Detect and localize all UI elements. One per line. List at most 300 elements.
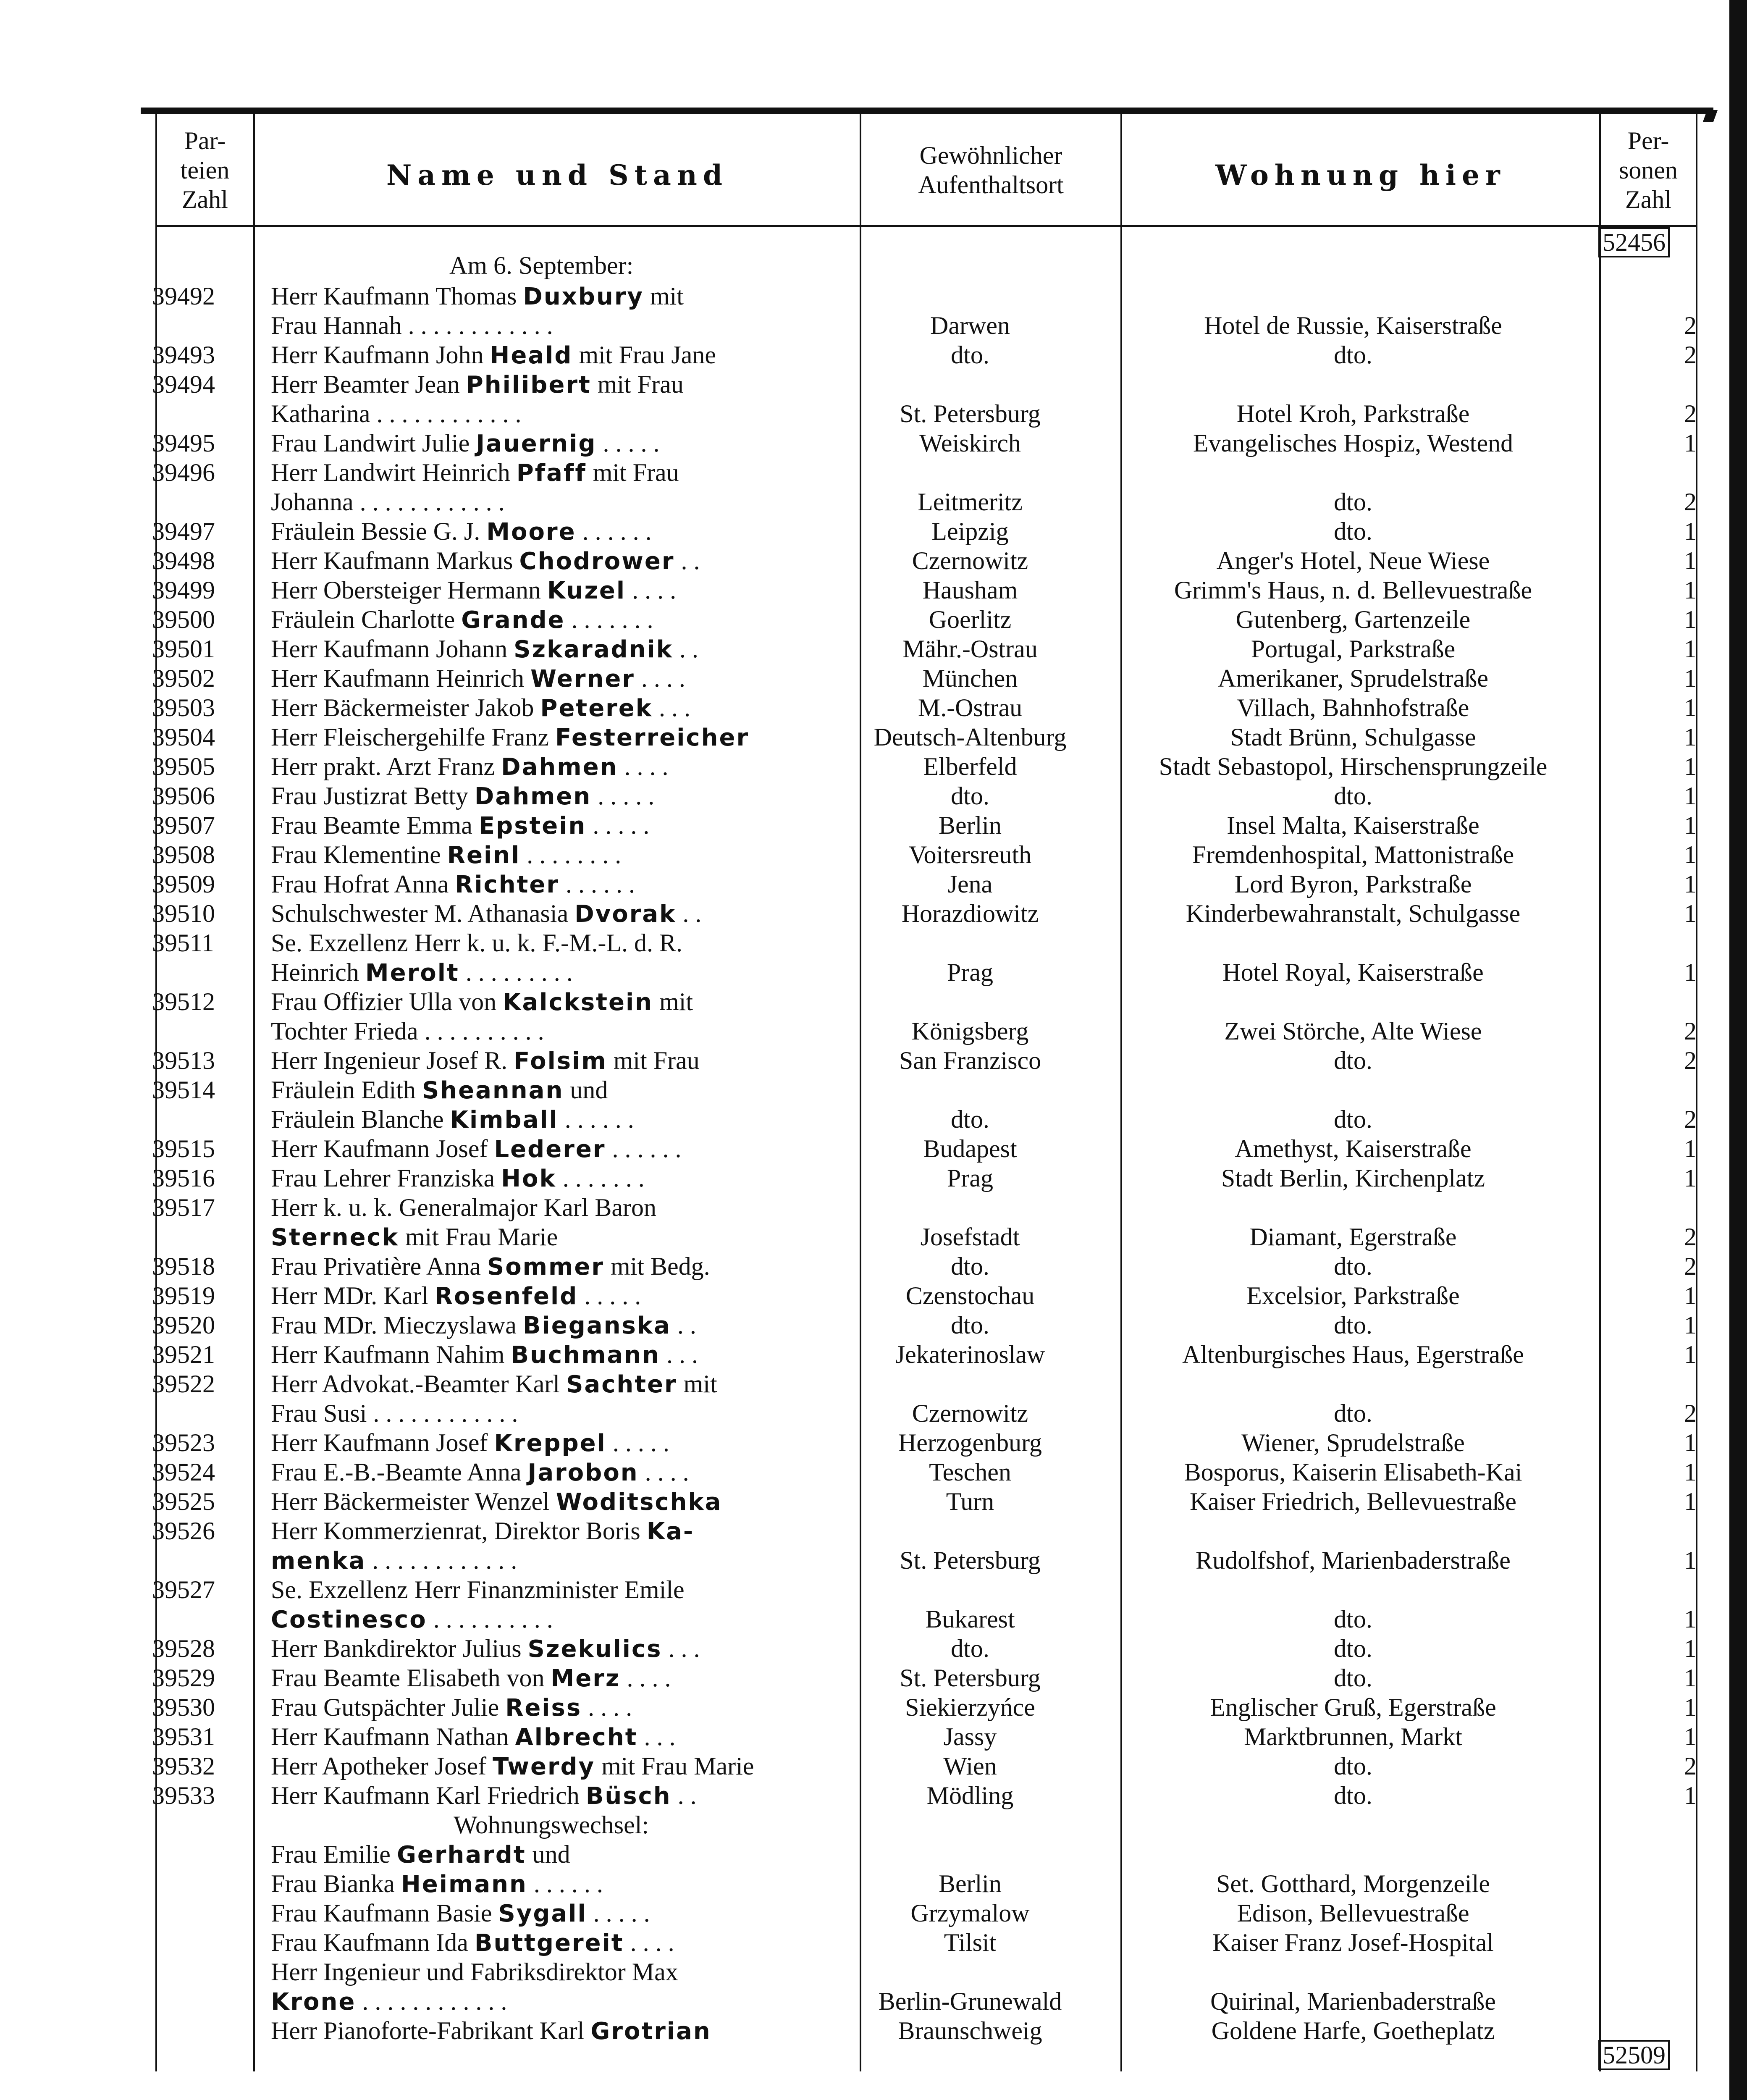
name-pre: Herr Kommerzienrat, Direktor Boris — [271, 1517, 647, 1545]
aufenthaltsort: Braunschweig — [898, 2017, 1042, 2045]
wohnung-hier: Rudolfshof, Marienbaderstraße — [1196, 1546, 1511, 1574]
name-line — [271, 634, 842, 664]
parteien-zahl: 39528 — [152, 1635, 215, 1662]
name-pre: Frau Landwirt Julie — [271, 429, 476, 457]
personen-zahl: 1 — [1684, 1723, 1697, 1751]
name-post: . . . . — [624, 1929, 674, 1956]
parteien-zahl: 39512 — [152, 988, 215, 1016]
wohnung-hier: Kaiser Friedrich, Bellevuestraße — [1189, 1488, 1517, 1515]
name-pre: Frau Gutspächter Julie — [271, 1693, 506, 1721]
wohnung-hier: dto. — [1334, 1399, 1372, 1427]
personen-zahl: 1 — [1684, 753, 1697, 780]
name-bold: Kimball — [450, 1106, 559, 1134]
header-aufenthaltsort: Gewöhnlicher Aufenthaltsort — [918, 142, 1064, 199]
name-post: . . . — [662, 1635, 700, 1662]
name-line — [271, 1898, 842, 1929]
name-post: . . . . . — [578, 1282, 641, 1310]
aufenthaltsort: Deutsch-Altenburg — [874, 723, 1067, 751]
aufenthaltsort: Teschen — [929, 1458, 1011, 1486]
table-row-continuation — [0, 1105, 1747, 1134]
name-bold: Woditschka — [556, 1488, 722, 1516]
table-row — [0, 840, 1747, 869]
name-post: . . . . . . . . . — [459, 958, 573, 986]
name-bold: Buttgereit — [474, 1929, 624, 1957]
name-line — [271, 899, 842, 929]
table-row — [0, 281, 1747, 311]
personen-zahl: 1 — [1684, 811, 1697, 839]
wohnung-hier: Stadt Sebastopol, Hirschensprungzeile — [1159, 753, 1548, 780]
aufenthaltsort: Darwen — [930, 312, 1010, 339]
aufenthaltsort: Horazdiowitz — [901, 900, 1039, 927]
name-line — [271, 1163, 842, 1194]
table-row — [0, 1487, 1747, 1516]
wohnung-hier: Diamant, Egerstraße — [1249, 1223, 1457, 1251]
parteien-zahl: 39498 — [152, 547, 215, 575]
wohnung-hier: Excelsior, Parkstraße — [1246, 1282, 1460, 1310]
name-bold: Reinl — [447, 842, 521, 869]
wohnung-hier: Anger's Hotel, Neue Wiese — [1216, 547, 1490, 575]
personen-zahl: 2 — [1684, 312, 1697, 339]
name-post: mit Bedg. — [604, 1252, 710, 1280]
name-pre: Herr Obersteiger Hermann — [271, 576, 548, 604]
name-bold: Dvorak — [574, 900, 677, 928]
name-post: . . — [676, 900, 702, 927]
change-row-continuation — [0, 1869, 1747, 1898]
parteien-zahl: 39496 — [152, 459, 215, 486]
name-pre: Schulschwester M. Athanasia — [271, 900, 575, 927]
personen-zahl: 1 — [1684, 1164, 1697, 1192]
name-post: . . — [674, 547, 700, 575]
name-bold: Kuzel — [547, 577, 626, 604]
personen-zahl: 1 — [1684, 1311, 1697, 1339]
aufenthaltsort: dto. — [951, 782, 989, 810]
table-row — [0, 1693, 1747, 1722]
aufenthaltsort: Czernowitz — [912, 547, 1028, 575]
name-post: mit — [653, 988, 693, 1016]
name-pre: Fräulein Bessie G. J. — [271, 517, 487, 545]
table-row — [0, 722, 1747, 752]
parteien-zahl: 39522 — [152, 1370, 215, 1398]
name-pre: Katharina . . . . . . . . . . . . — [271, 400, 522, 428]
table-row-continuation — [0, 487, 1747, 517]
name-pre: Se. Exzellenz Herr k. u. k. F.-M.-L. d. R. — [271, 929, 682, 957]
name-bold: Kreppel — [494, 1430, 606, 1457]
personen-zahl: 1 — [1684, 1488, 1697, 1515]
name-line — [271, 722, 842, 753]
name-post: . . . . . — [606, 1429, 669, 1457]
aufenthaltsort: St. Petersburg — [900, 400, 1041, 428]
table-row — [0, 1163, 1747, 1193]
name-bold: Costinesco — [271, 1606, 427, 1633]
wohnung-hier: Stadt Berlin, Kirchenplatz — [1221, 1164, 1485, 1192]
name-post: mit Frau — [586, 459, 679, 486]
name-bold: menka — [271, 1547, 366, 1575]
table-row — [0, 1310, 1747, 1340]
name-pre: Frau Bianka — [271, 1870, 401, 1898]
name-line — [271, 2016, 842, 2046]
name-pre: Frau Privatière Anna — [271, 1252, 487, 1280]
wohnung-hier: Fremdenhospital, Mattonistraße — [1192, 841, 1514, 869]
name-line — [271, 546, 842, 576]
name-bold: Kalckstein — [503, 989, 653, 1016]
parteien-zahl: 39492 — [152, 282, 215, 310]
wohnung-hier: dto. — [1334, 1311, 1372, 1339]
table-row — [0, 458, 1747, 487]
name-pre: Herr Advokat.-Beamter Karl — [271, 1370, 567, 1398]
name-bold: Werner — [530, 665, 635, 693]
personen-zahl: 1 — [1684, 606, 1697, 633]
aufenthaltsort: Berlin — [939, 811, 1002, 839]
wohnung-hier: Insel Malta, Kaiserstraße — [1227, 811, 1479, 839]
aufenthaltsort: dto. — [951, 341, 989, 369]
parteien-zahl: 39511 — [152, 929, 214, 957]
wohnung-hier: Grimm's Haus, n. d. Bellevuestraße — [1174, 576, 1532, 604]
name-post: und — [564, 1076, 608, 1104]
parteien-zahl: 39517 — [152, 1194, 215, 1221]
personen-zahl: 2 — [1684, 488, 1697, 516]
header-personen-zahl: Per- sonen Zahl — [1619, 127, 1678, 213]
name-line — [271, 281, 842, 312]
date-heading: Am 6. September: — [449, 252, 634, 279]
aufenthaltsort: Königsberg — [911, 1017, 1029, 1045]
aufenthaltsort: dto. — [951, 1635, 989, 1662]
name-line — [271, 1369, 842, 1399]
aufenthaltsort: Budapest — [923, 1135, 1017, 1163]
name-line — [271, 1075, 842, 1105]
name-post: . . . . — [582, 1693, 632, 1721]
name-pre: Herr Beamter Jean — [271, 370, 466, 398]
parteien-zahl: 39532 — [152, 1752, 215, 1780]
parteien-zahl: 39504 — [152, 723, 215, 751]
name-post: . . . . . . — [527, 1870, 603, 1898]
personen-zahl: 1 — [1684, 1135, 1697, 1163]
name-post: mit Frau — [591, 370, 684, 398]
name-bold: Jarobon — [527, 1459, 639, 1486]
wohnung-hier: Hotel Kroh, Parkstraße — [1236, 400, 1470, 428]
name-line — [271, 517, 842, 547]
personen-zahl: 1 — [1684, 1341, 1697, 1368]
parteien-zahl: 39519 — [152, 1282, 215, 1310]
personen-zahl: 2 — [1684, 1017, 1697, 1045]
name-pre: Herr Bäckermeister Wenzel — [271, 1488, 556, 1515]
table-row — [0, 869, 1747, 899]
name-bold: Reiss — [505, 1694, 582, 1722]
parteien-zahl: 39510 — [152, 900, 215, 927]
name-pre: Se. Exzellenz Herr Finanzminister Emile — [271, 1576, 685, 1604]
parteien-zahl: 39520 — [152, 1311, 215, 1339]
table-row-continuation — [0, 1399, 1747, 1428]
name-bold: Bieganska — [522, 1312, 671, 1339]
table-row — [0, 1663, 1747, 1693]
name-post: . . . . . — [587, 1899, 650, 1927]
name-post: . . . . . — [596, 429, 660, 457]
aufenthaltsort: München — [922, 664, 1018, 692]
name-pre: Johanna . . . . . . . . . . . . — [271, 488, 505, 516]
name-bold: Dahmen — [474, 783, 592, 810]
name-post: . . . . — [638, 1458, 689, 1486]
name-post: mit Frau Jane — [572, 341, 716, 369]
name-pre: Herr Kaufmann Markus — [271, 547, 519, 575]
table-row-continuation — [0, 311, 1747, 340]
aufenthaltsort: Mähr.-Ostrau — [902, 635, 1038, 663]
name-bold: Jauernig — [476, 430, 597, 457]
name-line — [271, 1399, 842, 1429]
name-bold: Szekulics — [527, 1635, 662, 1663]
aufenthaltsort: Grzymalow — [910, 1899, 1030, 1927]
aufenthaltsort: Hausham — [922, 576, 1018, 604]
parteien-zahl: 39533 — [152, 1782, 215, 1809]
change-row — [0, 1928, 1747, 1957]
name-pre: Herr k. u. k. Generalmajor Karl Baron — [271, 1194, 656, 1221]
name-bold: Heald — [490, 342, 573, 369]
name-post: mit Frau Marie — [595, 1752, 754, 1780]
parteien-zahl: 39499 — [152, 576, 215, 604]
header-parteien-zahl: Par- teien Zahl — [180, 127, 230, 213]
name-pre: Herr Kaufmann Nahim — [271, 1341, 511, 1368]
name-post: mit Frau — [607, 1047, 700, 1074]
name-line — [271, 1016, 842, 1047]
name-pre: Frau Kaufmann Basie — [271, 1899, 498, 1927]
parteien-zahl: 39521 — [152, 1341, 215, 1368]
table-row — [0, 664, 1747, 693]
name-post: . . . . . . . . . . . . — [366, 1546, 517, 1574]
parteien-zahl: 39525 — [152, 1488, 215, 1515]
table-row — [0, 517, 1747, 546]
parteien-zahl: 39501 — [152, 635, 215, 663]
name-pre: Frau Hannah . . . . . . . . . . . . — [271, 312, 553, 339]
name-bold: Buchmann — [511, 1341, 660, 1369]
name-bold: Albrecht — [515, 1724, 638, 1751]
wohnung-hier: dto. — [1334, 1605, 1372, 1633]
name-pre: Frau Lehrer Franziska — [271, 1164, 501, 1192]
personen-zahl: 1 — [1684, 870, 1697, 898]
wohnung-hier: dto. — [1334, 341, 1372, 369]
name-post: . . . . . . . — [565, 606, 653, 633]
name-pre: Herr Kaufmann Nathan — [271, 1723, 515, 1751]
name-line — [271, 1428, 842, 1458]
name-line — [271, 605, 842, 635]
wohnung-hier: dto. — [1334, 1252, 1372, 1280]
parteien-zahl: 39509 — [152, 870, 215, 898]
parteien-zahl: 39529 — [152, 1664, 215, 1692]
name-pre: Herr Pianoforte-Fabrikant Karl — [271, 2017, 591, 2045]
name-bold: Philibert — [466, 371, 591, 399]
name-line — [271, 1340, 842, 1370]
name-bold: Sterneck — [271, 1224, 399, 1251]
aufenthaltsort: Goerlitz — [929, 606, 1012, 633]
aufenthaltsort: Czernowitz — [912, 1399, 1028, 1427]
name-line — [271, 1575, 842, 1605]
table-row — [0, 1281, 1747, 1310]
aufenthaltsort: Leitmeritz — [918, 488, 1023, 516]
personen-zahl: 1 — [1684, 576, 1697, 604]
name-bold: Ka- — [646, 1518, 695, 1545]
name-bold: Gerhardt — [396, 1841, 526, 1869]
parteien-zahl: 39503 — [152, 694, 215, 722]
name-pre: Frau Offizier Ulla von — [271, 988, 503, 1016]
wohnung-hier: dto. — [1334, 1782, 1372, 1809]
aufenthaltsort: dto. — [951, 1311, 989, 1339]
carry-in-total: 52456 — [1598, 227, 1670, 257]
name-bold: Moore — [486, 518, 576, 546]
aufenthaltsort: M.-Ostrau — [918, 694, 1023, 722]
table-row — [0, 546, 1747, 575]
aufenthaltsort: Mödling — [926, 1782, 1014, 1809]
name-post: . . . . . . — [606, 1135, 682, 1163]
name-post: . . — [671, 1782, 697, 1809]
name-bold: Krone — [271, 1988, 356, 2016]
personen-zahl: 2 — [1684, 1752, 1697, 1780]
name-pre: Frau E.-B.-Beamte Anna — [271, 1458, 528, 1486]
table-row — [0, 1457, 1747, 1487]
table-row — [0, 987, 1747, 1016]
aufenthaltsort: Siekierzyńce — [905, 1693, 1035, 1721]
personen-zahl: 1 — [1684, 1429, 1697, 1457]
aufenthaltsort: Wien — [943, 1752, 997, 1780]
name-bold: Grande — [461, 606, 565, 634]
aufenthaltsort: dto. — [951, 1105, 989, 1133]
name-line — [271, 928, 842, 958]
name-line — [271, 869, 842, 900]
name-post: mit — [643, 282, 684, 310]
name-line — [271, 575, 842, 606]
personen-zahl: 1 — [1684, 429, 1697, 457]
name-line — [271, 1516, 842, 1546]
table-row-continuation — [0, 1222, 1747, 1252]
name-bold: Rosenfeld — [434, 1283, 578, 1310]
name-pre: Frau Susi . . . . . . . . . . . . — [271, 1399, 518, 1427]
personen-zahl: 1 — [1684, 723, 1697, 751]
name-post: mit Frau Marie — [399, 1223, 558, 1251]
table-row — [0, 1193, 1747, 1222]
name-post: und — [526, 1840, 570, 1868]
personen-zahl: 1 — [1684, 517, 1697, 545]
parteien-zahl: 39513 — [152, 1047, 215, 1074]
name-bold: Chodrower — [519, 548, 675, 575]
name-post: . . . — [637, 1723, 676, 1751]
header-rule — [155, 225, 1697, 227]
name-post: . . . . . . — [559, 870, 635, 898]
personen-zahl: 1 — [1684, 1693, 1697, 1721]
wohnung-hier: dto. — [1334, 782, 1372, 810]
name-post: . . . . . . . . . . . . — [356, 1987, 507, 2015]
parteien-zahl: 39502 — [152, 664, 215, 692]
table-row — [0, 899, 1747, 928]
parteien-zahl: 39526 — [152, 1517, 215, 1545]
personen-zahl: 1 — [1684, 1546, 1697, 1574]
table-row — [0, 428, 1747, 458]
table-row — [0, 575, 1747, 605]
aufenthaltsort: Prag — [947, 958, 993, 986]
parteien-zahl: 39531 — [152, 1723, 215, 1751]
aufenthaltsort: Bukarest — [925, 1605, 1015, 1633]
name-pre: Frau Justizrat Betty — [271, 782, 475, 810]
name-pre: Fräulein Blanche — [271, 1105, 450, 1133]
table-row — [0, 605, 1747, 634]
name-bold: Merz — [551, 1665, 621, 1692]
table-row — [0, 1516, 1747, 1546]
name-pre: Frau Klementine — [271, 841, 447, 869]
name-line — [271, 1751, 842, 1782]
wohnung-hier: dto. — [1334, 1105, 1372, 1133]
name-line — [271, 1869, 842, 1899]
name-line — [271, 1693, 842, 1723]
personen-zahl: 2 — [1684, 400, 1697, 428]
name-line — [271, 458, 842, 488]
aufenthaltsort: Turn — [946, 1488, 994, 1515]
personen-zahl: 2 — [1684, 1223, 1697, 1251]
name-pre: Herr Kaufmann John — [271, 341, 490, 369]
name-post: . . . . . . — [558, 1105, 634, 1133]
table-row — [0, 1751, 1747, 1781]
table-row — [0, 811, 1747, 840]
table-row — [0, 1575, 1747, 1604]
parteien-zahl: 39493 — [152, 341, 215, 369]
aufenthaltsort: Josefstadt — [920, 1223, 1020, 1251]
personen-zahl: 1 — [1684, 635, 1697, 663]
parteien-zahl: 39495 — [152, 429, 215, 457]
name-line — [271, 487, 842, 517]
name-bold: Sachter — [566, 1371, 677, 1398]
table-row — [0, 370, 1747, 399]
name-line — [271, 1252, 842, 1282]
table-row — [0, 928, 1747, 958]
name-pre: Herr Kaufmann Thomas — [271, 282, 523, 310]
parteien-zahl: 39505 — [152, 753, 215, 780]
name-line — [271, 1134, 842, 1164]
table-row-continuation — [0, 958, 1747, 987]
personen-zahl: 1 — [1684, 1458, 1697, 1486]
name-post: mit — [677, 1370, 717, 1398]
change-row — [0, 1840, 1747, 1869]
name-line — [271, 752, 842, 782]
wohnung-hier: dto. — [1334, 1047, 1372, 1074]
name-bold: Twerdy — [493, 1753, 595, 1780]
name-post: . . — [671, 1311, 696, 1339]
name-line — [271, 1546, 842, 1576]
parteien-zahl: 39508 — [152, 841, 215, 869]
parteien-zahl: 39523 — [152, 1429, 215, 1457]
name-bold: Grotrian — [590, 2018, 711, 2045]
personen-zahl: 1 — [1684, 958, 1697, 986]
table-row — [0, 1781, 1747, 1810]
personen-zahl: 1 — [1684, 1605, 1697, 1633]
table-row — [0, 634, 1747, 664]
aufenthaltsort: St. Petersburg — [900, 1546, 1041, 1574]
name-line — [271, 340, 842, 370]
wohnung-hier: Hotel de Russie, Kaiserstraße — [1204, 312, 1502, 339]
name-bold: Peterek — [540, 695, 653, 722]
name-pre: Frau Emilie — [271, 1840, 397, 1868]
name-bold: Epstein — [478, 812, 587, 840]
name-line — [271, 1987, 842, 2017]
wohnung-hier: Kaiser Franz Josef-Hospital — [1212, 1929, 1494, 1956]
name-line — [271, 311, 842, 341]
personen-zahl: 1 — [1684, 1782, 1697, 1809]
name-pre: Herr Kaufmann Johann — [271, 635, 514, 663]
aufenthaltsort: Berlin-Grunewald — [878, 1987, 1062, 2015]
header-wohnung-hier: Wohnung hier — [1215, 159, 1506, 192]
wohnung-hier: Wiener, Sprudelstraße — [1241, 1429, 1465, 1457]
personen-zahl: 2 — [1684, 341, 1697, 369]
name-pre: Frau Hofrat Anna — [271, 870, 455, 898]
name-line — [271, 840, 842, 870]
name-line — [271, 1457, 842, 1488]
wohnung-hier: Gutenberg, Gartenzeile — [1235, 606, 1471, 633]
name-pre: Herr Landwirt Heinrich — [271, 459, 517, 486]
name-pre: Herr Kaufmann Josef — [271, 1135, 494, 1163]
table-row — [0, 1634, 1747, 1663]
